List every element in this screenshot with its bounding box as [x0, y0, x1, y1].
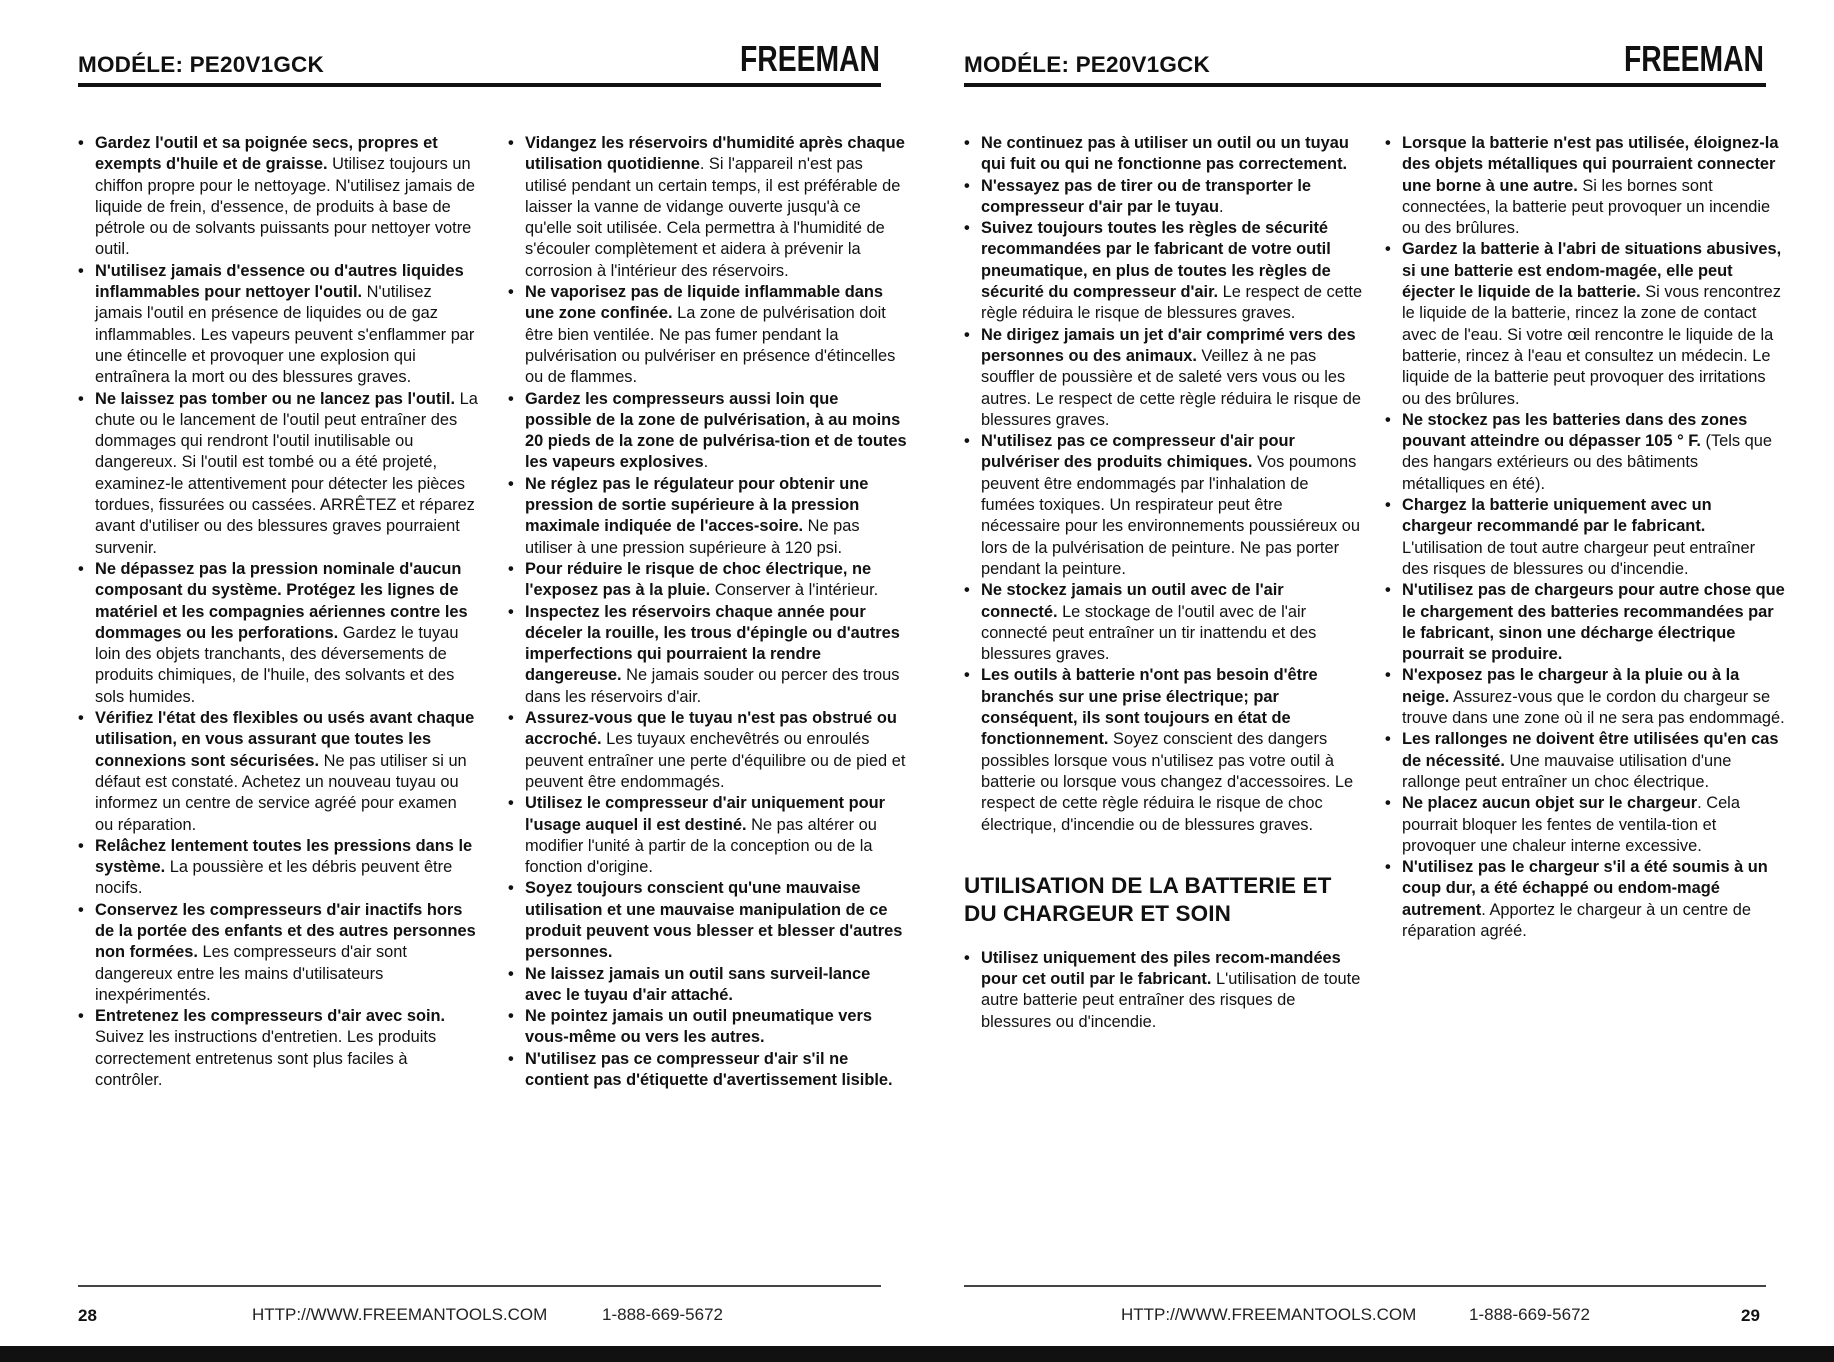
list-item	[964, 325, 1364, 431]
bullet-list	[78, 133, 478, 1091]
list-item	[1385, 133, 1785, 239]
footer-rule	[78, 1285, 881, 1287]
header-rule	[78, 83, 881, 87]
list-item	[964, 133, 1364, 176]
bottom-edge-band	[0, 1346, 1834, 1362]
item-bold-text: N'utilisez pas le chargeur s'il a été soumis à un coup dur, a été échappé ou endom-magé autrement	[1402, 858, 1768, 919]
item-bold-text: N'essayez pas de tirer ou de transporter le compresseur d'air par le tuyau	[981, 176, 1312, 216]
column-right-2	[1385, 133, 1785, 942]
list-item	[508, 708, 908, 793]
list-item	[508, 602, 908, 708]
item-bold-text: N'exposez pas le chargeur à la pluie ou à la neige.	[1402, 666, 1740, 706]
list-item	[508, 1006, 908, 1049]
bullet-list	[1385, 133, 1785, 942]
footer-rule	[964, 1285, 1766, 1287]
item-body-text: Ne pas altérer ou modifier l'unité à partir de la conception ou de la fonction d'origine.	[525, 815, 877, 877]
list-item	[964, 665, 1364, 835]
item-body-text: .	[1219, 197, 1224, 216]
item-bold-text: N'utilisez pas ce compresseur d'air pour pulvériser des produits chimiques.	[981, 432, 1295, 472]
item-body-text: L'utilisation de toute autre batterie peut entraîner des risques de blessures ou d'incendie.	[981, 970, 1361, 1031]
item-bold-text: Ne laissez pas tomber ou ne lancez pas l'outil.	[95, 389, 456, 408]
list-item	[1385, 729, 1785, 793]
item-bold-text: Lorsque la batterie n'est pas utilisée, éloignez-la des objets métalliques qui pourraient connecter une borne à une autre.	[1402, 134, 1779, 195]
list-item	[508, 559, 908, 602]
footer-phone: 1-888-669-5672	[1469, 1305, 1590, 1324]
item-body-text: La poussière et les débris peuvent être nocifs.	[95, 858, 453, 898]
page-number: 29	[1741, 1306, 1760, 1325]
item-body-text: Le stockage de l'outil avec de l'air connecté peut entraîner un tir inattendu et des blessures graves.	[981, 602, 1317, 664]
item-bold-text: Assurez-vous que le tuyau n'est pas obstrué ou accroché.	[525, 709, 897, 749]
item-bold-text: Conservez les compresseurs d'air inactifs hors de la portée des enfants et des autres personnes non formées.	[95, 900, 476, 962]
item-body-text: Les compresseurs d'air sont dangereux entre les mains d'utilisateurs inexpérimentés.	[95, 943, 407, 1004]
list-item	[78, 261, 478, 389]
page-number: 28	[78, 1306, 97, 1325]
item-body-text: . Cela pourrait bloquer les fentes de ventila-tion et provoquer une chaleur interne excessive.	[1402, 794, 1740, 855]
list-item	[1385, 580, 1785, 665]
freeman-logo	[1622, 38, 1766, 78]
list-item	[508, 878, 908, 963]
item-body-text: Si vous rencontrez le liquide de la batterie, rincez la zone de contact avec de l'eau. Si votre œil rencontre le liquide de la batterie, rincez à l'eau et consultez un médecin. Le liquide de la batterie peut provoquer des irritations ou des brûlures.	[1402, 283, 1781, 408]
list-item	[1385, 793, 1785, 857]
item-bold-text: Ne pointez jamais un outil pneumatique vers vous-même ou vers les autres.	[525, 1007, 872, 1047]
right-page	[917, 0, 1834, 1362]
list-item	[508, 389, 908, 474]
column-left-2	[508, 133, 908, 1091]
list-item	[964, 176, 1364, 219]
list-item	[78, 133, 478, 261]
list-item	[508, 133, 908, 282]
item-body-text: Une mauvaise utilisation d'une rallonge peut entraîner un choc électrique.	[1402, 751, 1732, 791]
bullet-list	[964, 133, 1364, 836]
item-bold-text: Ne dirigez jamais un jet d'air comprimé vers des personnes ou des animaux.	[981, 325, 1356, 365]
item-bold-text: Ne continuez pas à utiliser un outil ou un tuyau qui fuit ou qui ne fonctionne pas correctement.	[981, 134, 1349, 174]
list-item	[508, 793, 908, 878]
list-item	[964, 218, 1364, 324]
item-body-text: . Si l'appareil n'est pas utilisé pendant un certain temps, il est préférable de laisser la vanne de vidange ouverte jusqu'à ce qu'elle soit utilisée. Cela permettra à l'humidité de s'écouler complètement et aidera à prévenir la corrosion à l'intérieur des réservoirs.	[525, 155, 901, 280]
bullet-list	[508, 133, 908, 1091]
item-bold-text: Ne réglez pas le régulateur pour obtenir une pression de sortie supérieure à la pression maximale indiquée de l'acces-soire.	[525, 474, 869, 536]
item-bold-text: Ne laissez jamais un outil sans surveil-lance avec le tuyau d'air attaché.	[525, 964, 871, 1004]
item-bold-text: Ne stockez pas les batteries dans des zones pouvant atteindre ou dépasser 105 ° F.	[1402, 410, 1748, 451]
item-body-text: Gardez le tuyau loin des objets tranchants, des déversements de produits chimiques, de l'huile, des solvants et des sols humides.	[95, 623, 459, 706]
item-bold-text: Chargez la batterie uniquement avec un chargeur recommandé par le fabricant.	[1402, 496, 1712, 536]
item-body-text: Utilisez toujours un chiffon propre pour le nettoyage. N'utilisez jamais de liquide de frein, d'essence, de produits à base de pétrole ou de solvants puissants pour nettoyer votre outil.	[95, 155, 476, 259]
item-body-text: Vos poumons peuvent être endommagés par l'inhalation de fumées toxiques. Un respirateur peut être nécessaire pour les environnements poussiéreux ou lors de la pulvérisation de peinture. Ne pas porter pendant la peinture.	[981, 453, 1361, 578]
item-bold-text: Gardez l'outil et sa poignée secs, propres et exempts d'huile et de graisse.	[95, 134, 438, 174]
list-item	[964, 580, 1364, 665]
item-bold-text: Vidangez les réservoirs d'humidité après chaque utilisation quotidienne	[525, 134, 905, 174]
item-body-text: N'utilisez jamais l'outil en présence de liquides ou de gaz inflammables. Les vapeurs peuvent s'enflammer par une étincelle et provoquer une explosion qui entraînera la mort ou des blessures graves.	[95, 283, 475, 387]
column-right-1	[964, 133, 1364, 1033]
footer-phone: 1-888-669-5672	[602, 1305, 723, 1324]
list-item	[964, 431, 1364, 580]
item-body-text: La chute ou le lancement de l'outil peut entraîner des dommages qui rendront l'outil inutilisable ou dangereux. Si l'outil est tombé ou a été projeté, examinez-le attentivement pour détecter les pièces tordues, fissurées ou cassées. ARRÊTEZ et réparez avant d'utiliser ou des blessures graves pourraient survenir.	[95, 389, 478, 557]
item-body-text: Le respect de cette règle réduira le risque de blessures graves.	[981, 283, 1363, 323]
list-item	[1385, 665, 1785, 729]
bullet-list	[964, 948, 1364, 1033]
list-item	[1385, 410, 1785, 495]
item-body-text: Si les bornes sont connectées, la batterie peut provoquer un incendie ou des brûlures.	[1402, 176, 1771, 238]
item-bold-text: Inspectez les réservoirs chaque année pour déceler la rouille, les trous d'épingle ou d'autres imperfections qui pourraient la rendre dangereuse.	[525, 602, 900, 685]
item-bold-text: Entretenez les compresseurs d'air avec soin.	[95, 1007, 446, 1026]
list-item	[78, 559, 478, 708]
item-bold-text: N'utilisez jamais d'essence ou d'autres liquides inflammables pour nettoyer l'outil.	[95, 261, 464, 302]
item-body-text: L'utilisation de tout autre chargeur peut entraîner des risques de blessures ou d'incendie.	[1402, 538, 1756, 578]
footer-url: HTTP://WWW.FREEMANTOOLS.COM	[1121, 1305, 1417, 1324]
item-bold-text: Ne placez aucun objet sur le chargeur	[1402, 794, 1698, 813]
list-item	[78, 1006, 478, 1091]
freeman-logo	[738, 38, 882, 78]
item-bold-text: Ne vaporisez pas de liquide inflammable dans une zone confinée.	[525, 283, 883, 323]
item-body-text: Soyez conscient des dangers possibles lorsque vous n'utilisez pas votre outil à batterie ou lorsque vous changez d'accessoires. Le respect de cette règle réduira le risque de choc électrique, d'incendie ou de blessures graves.	[981, 730, 1354, 834]
list-item	[508, 474, 908, 559]
list-item	[508, 1049, 908, 1092]
item-body-text: . Apportez le chargeur à un centre de réparation agréé.	[1402, 900, 1751, 940]
model-label: MODÉLE: PE20V1GCK	[78, 52, 324, 77]
item-bold-text: Les rallonges ne doivent être utilisées qu'en cas de nécessité.	[1402, 730, 1779, 770]
item-bold-text: N'utilisez pas ce compresseur d'air s'il ne contient pas d'étiquette d'avertissement lisible.	[525, 1049, 893, 1090]
item-body-text: Suivez les instructions d'entretien. Les produits correctement entretenus sont plus faciles à contrôler.	[95, 1028, 437, 1090]
list-item	[1385, 857, 1785, 942]
item-body-text: Ne jamais souder ou percer des trous dans les réservoirs d'air.	[525, 666, 900, 706]
svg-text:FREEMAN: FREEMAN	[740, 38, 880, 79]
item-bold-text: Ne dépassez pas la pression nominale d'aucun composant du système. Protégez les lignes de matériel et les compagnies aériennes contre les dommages ou les perforations.	[95, 559, 468, 642]
list-item	[78, 900, 478, 1006]
model-label: MODÉLE: PE20V1GCK	[964, 52, 1210, 77]
item-bold-text: Soyez toujours conscient qu'une mauvaise utilisation et une mauvaise manipulation de ce produit peuvent vous blesser et blesser d'autres personnes.	[525, 879, 903, 962]
item-body-text: (Tels que des hangars extérieurs ou des bâtiments métalliques en été).	[1402, 432, 1772, 493]
item-body-text: Ne pas utiliser à une pression supérieure à 120 psi.	[525, 517, 860, 557]
header-rule	[964, 83, 1766, 87]
item-bold-text: Vérifiez l'état des flexibles ou usés avant chaque utilisation, en vous assurant que toutes les connexions sont sécurisées.	[95, 709, 475, 770]
item-bold-text: Relâchez lentement toutes les pressions dans le système.	[95, 836, 473, 877]
item-body-text: Ne pas utiliser si un défaut est constaté. Achetez un nouveau tuyau ou informez un centre de service agréé pour examen ou réparation.	[95, 751, 467, 834]
list-item	[508, 964, 908, 1007]
list-item	[78, 389, 478, 559]
list-item	[78, 836, 478, 900]
list-item	[964, 948, 1364, 1033]
item-bold-text: Gardez les compresseurs aussi loin que possible de la zone de pulvérisation, à au moins 20 pieds de la zone de pulvérisa-tion et de toutes les vapeurs explosives	[525, 389, 907, 472]
item-bold-text: Les outils à batterie n'ont pas besoin d'être branchés sur une prise électrique; par conséquent, ils sont toujours en état de fonctionnement.	[981, 666, 1318, 749]
item-bold-text: Suivez toujours toutes les règles de sécurité recommandées par le fabricant de votre outil pneumatique, en plus de toutes les règles de sécurité du compresseur d'air.	[981, 219, 1331, 302]
svg-text:FREEMAN: FREEMAN	[1624, 38, 1764, 79]
item-body-text: Assurez-vous que le cordon du chargeur se trouve dans une zone où il ne sera pas endommagé.	[1402, 687, 1785, 728]
column-left-1	[78, 133, 478, 1091]
footer-url: HTTP://WWW.FREEMANTOOLS.COM	[252, 1305, 548, 1324]
item-body-text: .	[703, 453, 709, 472]
item-body-text: Veillez à ne pas souffler de poussière et de saleté vers vous ou les autres. Le respect de cette règle réduira le risque de blessures graves.	[981, 346, 1361, 429]
item-bold-text: Utilisez le compresseur d'air uniquement pour l'usage auquel il est destiné.	[525, 794, 886, 834]
item-bold-text: Pour réduire le risque de choc électrique, ne l'exposez pas à la pluie.	[525, 559, 872, 600]
item-bold-text: Ne stockez jamais un outil avec de l'air connecté.	[981, 581, 1284, 621]
item-bold-text: N'utilisez pas de chargeurs pour autre chose que le chargement des batteries recommandées par le fabricant, sinon une décharge électrique pourrait se produire.	[1402, 581, 1785, 664]
item-bold-text: Utilisez uniquement des piles recom-mandées pour cet outil par le fabricant.	[981, 948, 1341, 989]
item-bold-text: Gardez la batterie à l'abri de situations abusives, si une batterie est endom-magée, elle peut éjecter le liquide de la batterie.	[1402, 240, 1782, 302]
item-body-text: Conserver à l'intérieur.	[710, 581, 879, 600]
list-item	[1385, 239, 1785, 409]
list-item	[1385, 495, 1785, 580]
list-item	[78, 708, 478, 836]
list-item	[508, 282, 908, 388]
item-body-text: La zone de pulvérisation doit être bien ventilée. Ne pas fumer pendant la pulvérisation ou pulvériser en présence d'étincelles ou de flammes.	[525, 304, 896, 387]
item-body-text: Les tuyaux enchevêtrés ou enroulés peuvent entraîner une perte d'équilibre ou de pied et peuvent être endommagés.	[525, 730, 906, 791]
section-title: UTILISATION DE LA BATTERIE ET DU CHARGEUR ET SOIN	[964, 872, 1332, 926]
